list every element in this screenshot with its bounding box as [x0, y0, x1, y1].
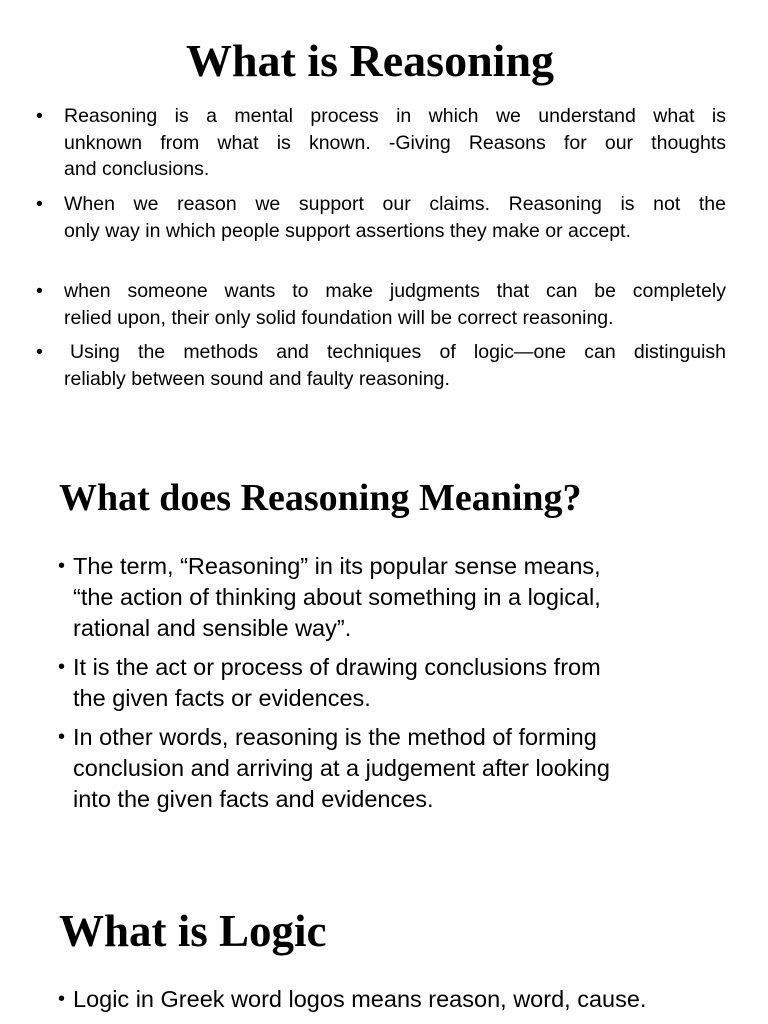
list-item-line: When we reason we support our claims. Reasoning is not the — [64, 193, 726, 215]
list-item-line: rational and sensible way”. — [73, 615, 352, 641]
list-item-line: Reasoning is a mental process in which we understand what is — [64, 105, 726, 127]
bullet-icon: • — [36, 341, 43, 363]
list-item-line: Using the methods and techniques of logic—one can distinguish — [70, 341, 726, 363]
bullet-icon: • — [36, 193, 43, 215]
list-item — [36, 339, 726, 392]
bullet-icon: • — [36, 105, 43, 127]
list-item-line: the given facts or evidences. — [73, 685, 371, 711]
bullet-icon: • — [58, 555, 66, 577]
section-title-reasoning: What is Reasoning — [185, 35, 555, 86]
list-item — [36, 278, 726, 331]
bullet-icon: • — [58, 988, 66, 1010]
list-item-line: Logic in Greek word logos means reason, word, cause. — [73, 986, 647, 1012]
bullet-icon: • — [58, 726, 66, 748]
list-item — [36, 103, 726, 183]
section-title-logic: What is Logic — [59, 906, 327, 956]
list-item-line: into the given facts and evidences. — [73, 786, 434, 812]
list-item-line: unknown from what is known. -Giving Reasons for our thoughts — [64, 131, 726, 154]
list-item-line: only way in which people support assertions they make or accept. — [64, 219, 631, 242]
list-item — [58, 722, 713, 815]
list-item-line: conclusion and arriving at a judgement after looking — [73, 755, 610, 781]
list-item-line: In other words, reasoning is the method of forming — [73, 724, 597, 750]
list-item-line: and conclusions. — [64, 158, 210, 180]
list-item-line: “the action of thinking about something in a logical, — [73, 584, 601, 610]
list-item — [58, 551, 713, 644]
bullet-icon: • — [58, 656, 66, 678]
section-title-reasoning-meaning: What does Reasoning Meaning? — [59, 477, 582, 519]
list-item-line: when someone wants to make judgments that can be completely — [64, 280, 726, 302]
list-item-line: The term, “Reasoning” in its popular sense means, — [73, 553, 601, 579]
bullet-icon: • — [36, 280, 43, 302]
list-item — [58, 652, 713, 714]
list-item — [58, 984, 753, 1015]
list-item — [36, 191, 726, 244]
list-item-line: reliably between sound and faulty reasoning. — [64, 367, 450, 390]
list-item-line: It is the act or process of drawing conclusions from — [73, 654, 601, 680]
list-item-line: relied upon, their only solid foundation will be correct reasoning. — [64, 306, 614, 329]
